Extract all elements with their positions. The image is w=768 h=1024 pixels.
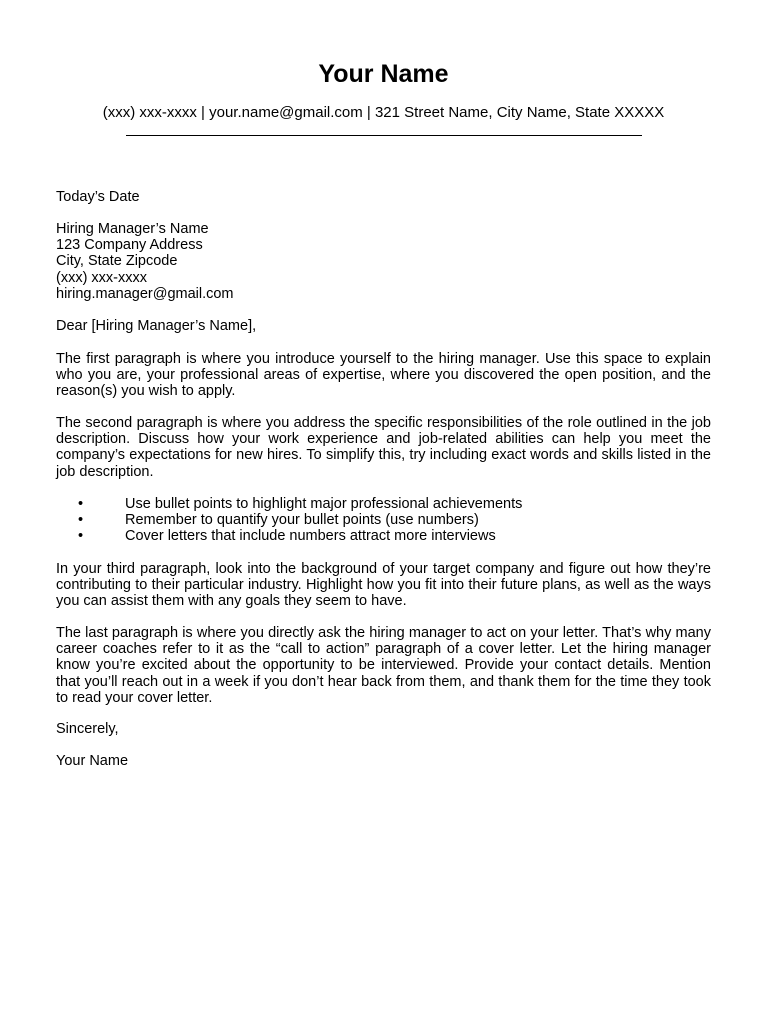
bullet-icon: • [78, 512, 84, 529]
recipient-block [56, 221, 711, 302]
recipient-city: City, State Zipcode [56, 253, 178, 270]
bullet-item [56, 512, 711, 528]
paragraph-intro: The first paragraph is where you introduce yourself to the hiring manager. Use this space to explain who you are, your professional areas of expertise, where you discovered the open position, and the reason(s) you wish to apply. [56, 351, 711, 400]
bullet-icon: • [78, 496, 84, 512]
recipient-phone: (xxx) xxx-xxxx [56, 269, 148, 286]
closing: Sincerely, [56, 721, 119, 737]
letter-date: Today’s Date [56, 189, 140, 205]
signature-name: Your Name [56, 753, 129, 769]
salutation: Dear [Hiring Manager’s Name], [56, 318, 257, 334]
recipient-address: 123 Company Address [56, 237, 203, 254]
bullet-item [56, 496, 711, 512]
applicant-contact-line: (xxx) xxx-xxxx | your.name@gmail.com | 321 Street Name, City Name, State XXXXX [102, 104, 665, 121]
bullet-item [56, 528, 711, 544]
bullet-text: Remember to quantify your bullet points (use numbers) [125, 512, 479, 529]
paragraph-responsibilities: The second paragraph is where you address the specific responsibilities of the role outlined in the job description. Discuss how your work experience and job-related abilities can help you meet the company’s expectations for new hires. To simplify this, try including exact words and skills listed in the job description. [56, 415, 711, 480]
achievement-bullet-list [56, 496, 711, 545]
recipient-email: hiring.manager@gmail.com [56, 285, 234, 302]
applicant-name-heading: Your Name [318, 60, 449, 88]
bullet-text: Use bullet points to highlight major professional achievements [125, 496, 523, 512]
recipient-name: Hiring Manager’s Name [56, 221, 209, 237]
header-divider [126, 135, 642, 136]
bullet-text: Cover letters that include numbers attract more interviews [125, 528, 496, 545]
paragraph-call-to-action: The last paragraph is where you directly ask the hiring manager to act on your letter. That’s why many career coaches refer to it as the “call to action” paragraph of a cover letter. Let the hiring manager know you’re excited about the opportunity to be interviewed. Provide your contact details. Mention that you’ll reach out in a week if you don’t hear back from them, and thank them for the time they took to read your cover letter. [56, 625, 711, 706]
bullet-icon: • [78, 528, 84, 545]
paragraph-company-research: In your third paragraph, look into the background of your target company and figure out how they’re contributing to their particular industry. Highlight how you fit into their future plans, as well as the ways you can assist them with any goals they seem to have. [56, 561, 711, 610]
